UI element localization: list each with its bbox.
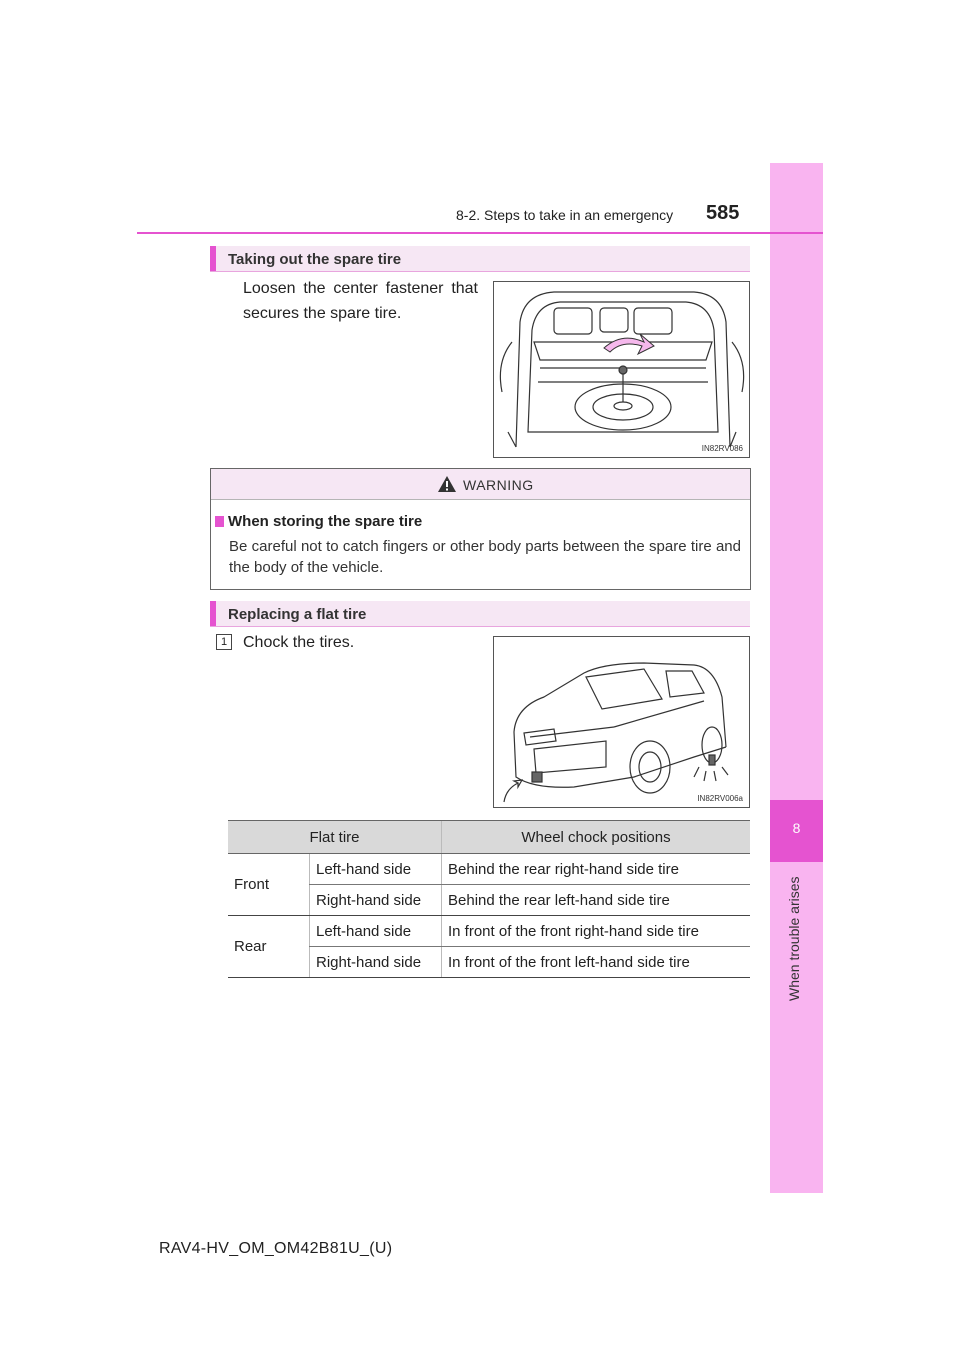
heading-spare-tire (210, 246, 750, 272)
table-cell-side: Left-hand side (310, 916, 442, 947)
figure-chock-tires (493, 636, 750, 808)
group-rear: Rear (228, 916, 310, 978)
heading-flat-tire-text: Replacing a flat tire (228, 606, 367, 623)
spare-tire-instructions: Loosen the center fastener that secures the spare tire. (243, 280, 478, 322)
document-code: RAV4-HV_OM_OM42B81U_(U) (159, 1240, 393, 1257)
section-title: 8-2. Steps to take in an emergency (456, 207, 674, 223)
side-tab (770, 163, 823, 1193)
figure-cargo-spare-tire (493, 281, 750, 458)
header-divider (137, 232, 823, 234)
warning-text: Be careful not to catch fingers or other body parts between the spare tire and the body of the vehicle. (229, 538, 741, 576)
chapter-number: 8 (792, 820, 801, 836)
group-front: Front (228, 854, 310, 916)
cargo-area-illustration (494, 282, 749, 457)
vehicle-illustration (494, 637, 749, 807)
rotate-arrow-icon (604, 334, 654, 354)
step-number-badge: 1 (216, 634, 232, 650)
chapter-number-tab[interactable] (770, 800, 823, 862)
table-cell-position: Behind the rear right-hand side tire (442, 854, 751, 885)
heading-flat-tire (210, 601, 750, 627)
table-cell-side: Right-hand side (310, 947, 442, 978)
table-row (228, 854, 750, 885)
warning-box (210, 468, 751, 590)
table-header-chock-positions: Wheel chock positions (442, 821, 751, 854)
heading-spare-tire-text: Taking out the spare tire (228, 251, 402, 268)
table-row (228, 916, 750, 947)
chapter-title-tab (770, 876, 823, 1005)
table-cell-position: In front of the front left-hand side tire (442, 947, 751, 978)
warning-label: WARNING (463, 477, 534, 493)
table-header-row (228, 821, 750, 854)
page-number: 585 (706, 202, 740, 224)
table-cell-position: In front of the front right-hand side tire (442, 916, 751, 947)
square-bullet-icon (215, 516, 224, 527)
wheel-chock-table (228, 820, 750, 978)
table-cell-position: Behind the rear left-hand side tire (442, 885, 751, 916)
chapter-title: When trouble arises (786, 876, 802, 1001)
table-header-flat-tire: Flat tire (228, 821, 442, 854)
table-cell-side: Right-hand side (310, 885, 442, 916)
step-text: Chock the tires. (243, 634, 355, 651)
figure-code: IN82RV006a (697, 794, 743, 803)
figure-code: IN82RV086 (701, 444, 743, 453)
warning-icon (437, 475, 457, 493)
warning-subheading (215, 513, 422, 530)
table-cell-side: Left-hand side (310, 854, 442, 885)
warning-subheading-text: When storing the spare tire (228, 513, 423, 530)
warning-header (211, 469, 750, 500)
